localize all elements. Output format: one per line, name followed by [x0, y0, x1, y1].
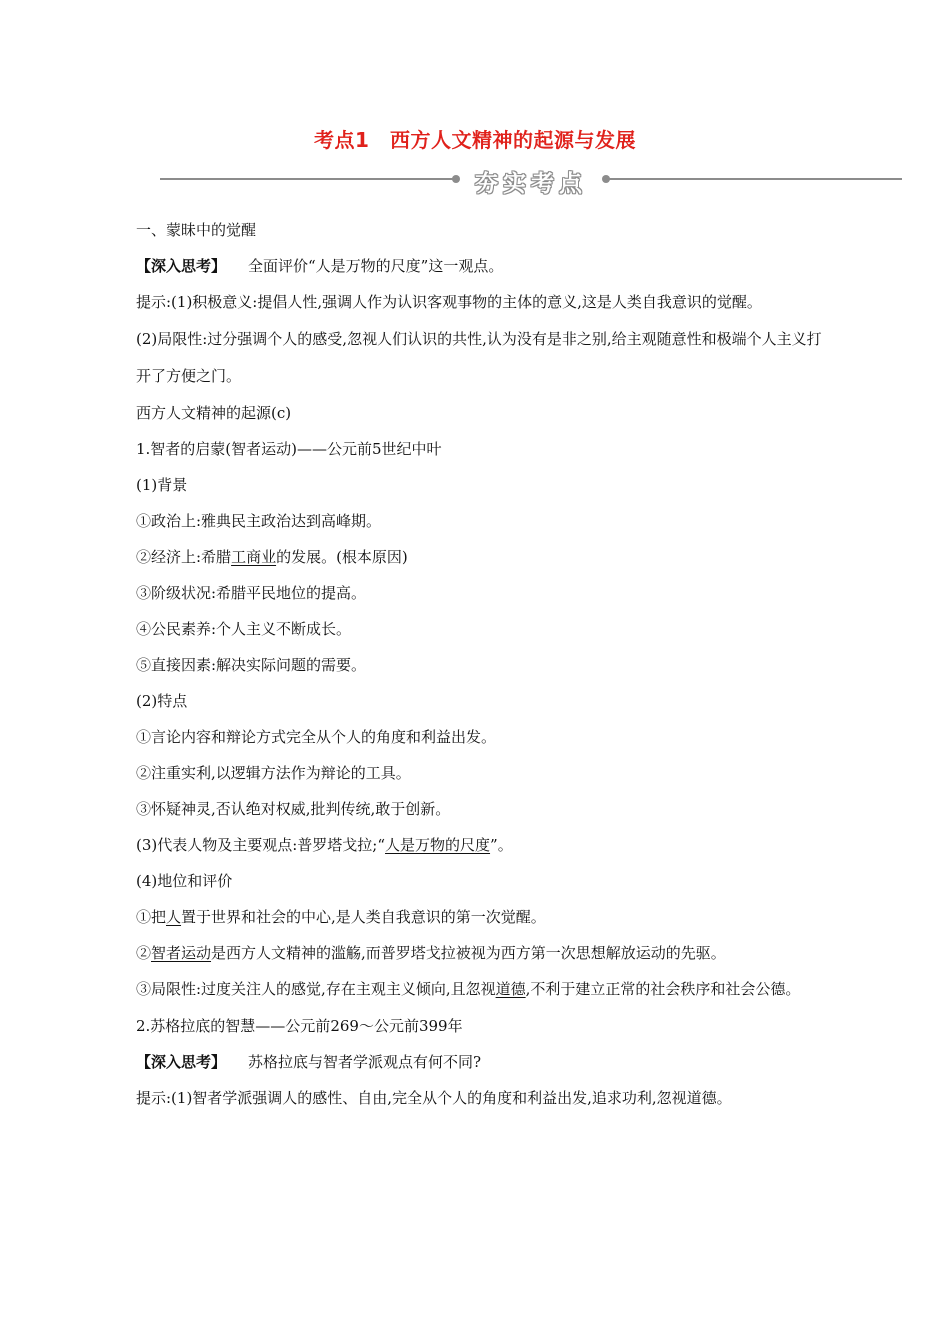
- text-span: ②: [136, 944, 152, 962]
- think-deeper-tag: 【深入思考】: [136, 257, 227, 275]
- think-deeper-question: 全面评价“人是万物的尺度”这一观点。: [248, 257, 504, 275]
- text-span: 的发展。(根本原因): [276, 548, 408, 566]
- feature-1: ①言论内容和辩论方式完全从个人的角度和利益出发。: [136, 728, 497, 746]
- background-politics: ①政治上:雅典民主政治达到高峰期。: [136, 512, 382, 530]
- evaluation-2: [136, 941, 826, 965]
- representative-figure: [136, 833, 826, 857]
- underlined-term: 人是万物的尺度: [385, 836, 491, 854]
- background-economy: [136, 545, 826, 569]
- hint-limitation: (2)局限性:过分强调个人的感受,忽视人们认识的共性,认为没有是非之别,给主观随意性和极端个人主义打开了方便之门。: [136, 330, 822, 385]
- banner-dot-left: [452, 175, 460, 183]
- think-deeper-question: 苏格拉底与智者学派观点有何不同?: [248, 1053, 482, 1071]
- heading-sophists: 1.智者的启蒙(智者运动)——公元前5世纪中叶: [136, 440, 442, 458]
- text-span: 置于世界和社会的中心,是人类自我意识的第一次觉醒。: [181, 908, 546, 926]
- banner-label: 夯实考点: [475, 171, 587, 197]
- text-span: ③局限性:过度关注人的感觉,存在主观主义倾向,且忽视: [136, 980, 496, 998]
- underlined-term: 工商业: [231, 548, 277, 566]
- background-direct: ⑤直接因素:解决实际问题的需要。: [136, 656, 367, 674]
- subheading-features: (2)特点: [136, 692, 188, 710]
- hint-sophists: 提示:(1)智者学派强调人的感性、自由,完全从个人的角度和利益出发,追求功利,忽视道德。: [136, 1089, 732, 1107]
- banner-rule-left: [160, 178, 456, 180]
- background-citizen: ④公民素养:个人主义不断成长。: [136, 620, 352, 638]
- text-span: ②经济上:希腊: [136, 548, 232, 566]
- underlined-term: 道德: [495, 980, 526, 998]
- hint-positive: 提示:(1)积极意义:提倡人性,强调人作为认识客观事物的主体的意义,这是人类自我意识的觉醒。: [136, 293, 762, 311]
- heading-socrates: 2.苏格拉底的智慧——公元前269～公元前399年: [136, 1017, 463, 1035]
- subheading-evaluation: (4)地位和评价: [136, 872, 233, 890]
- feature-3: ③怀疑神灵,否认绝对权威,批判传统,敢于创新。: [136, 800, 451, 818]
- evaluation-3: [136, 971, 826, 1008]
- document-body: [136, 218, 826, 1122]
- evaluation-1: [136, 905, 826, 929]
- think-deeper-2: [136, 1050, 826, 1074]
- think-deeper-tag: 【深入思考】: [136, 1053, 227, 1071]
- underlined-term: 智者运动: [151, 944, 212, 962]
- underlined-term: 人: [166, 908, 182, 926]
- background-class: ③阶级状况:希腊平民地位的提高。: [136, 584, 367, 602]
- text-span: 是西方人文精神的滥觞,而普罗塔戈拉被视为西方第一次思想解放运动的先驱。: [211, 944, 726, 962]
- feature-2: ②注重实利,以逻辑方法作为辩论的工具。: [136, 764, 411, 782]
- text-span: ”。: [490, 836, 513, 854]
- subheading-background: (1)背景: [136, 476, 188, 494]
- heading-awakening: 一、蒙昧中的觉醒: [136, 221, 257, 239]
- heading-origin: 西方人文精神的起源(c): [136, 404, 292, 422]
- text-span: ①把: [136, 908, 167, 926]
- section-banner: [160, 164, 902, 197]
- think-deeper-1: [136, 254, 826, 278]
- text-span: (3)代表人物及主要观点:普罗塔戈拉;“: [136, 836, 386, 854]
- section-title: 考点1 西方人文精神的起源与发展: [314, 128, 636, 152]
- banner-rule-right: [606, 178, 902, 180]
- text-span: ,不利于建立正常的社会秩序和社会公德。: [525, 980, 801, 998]
